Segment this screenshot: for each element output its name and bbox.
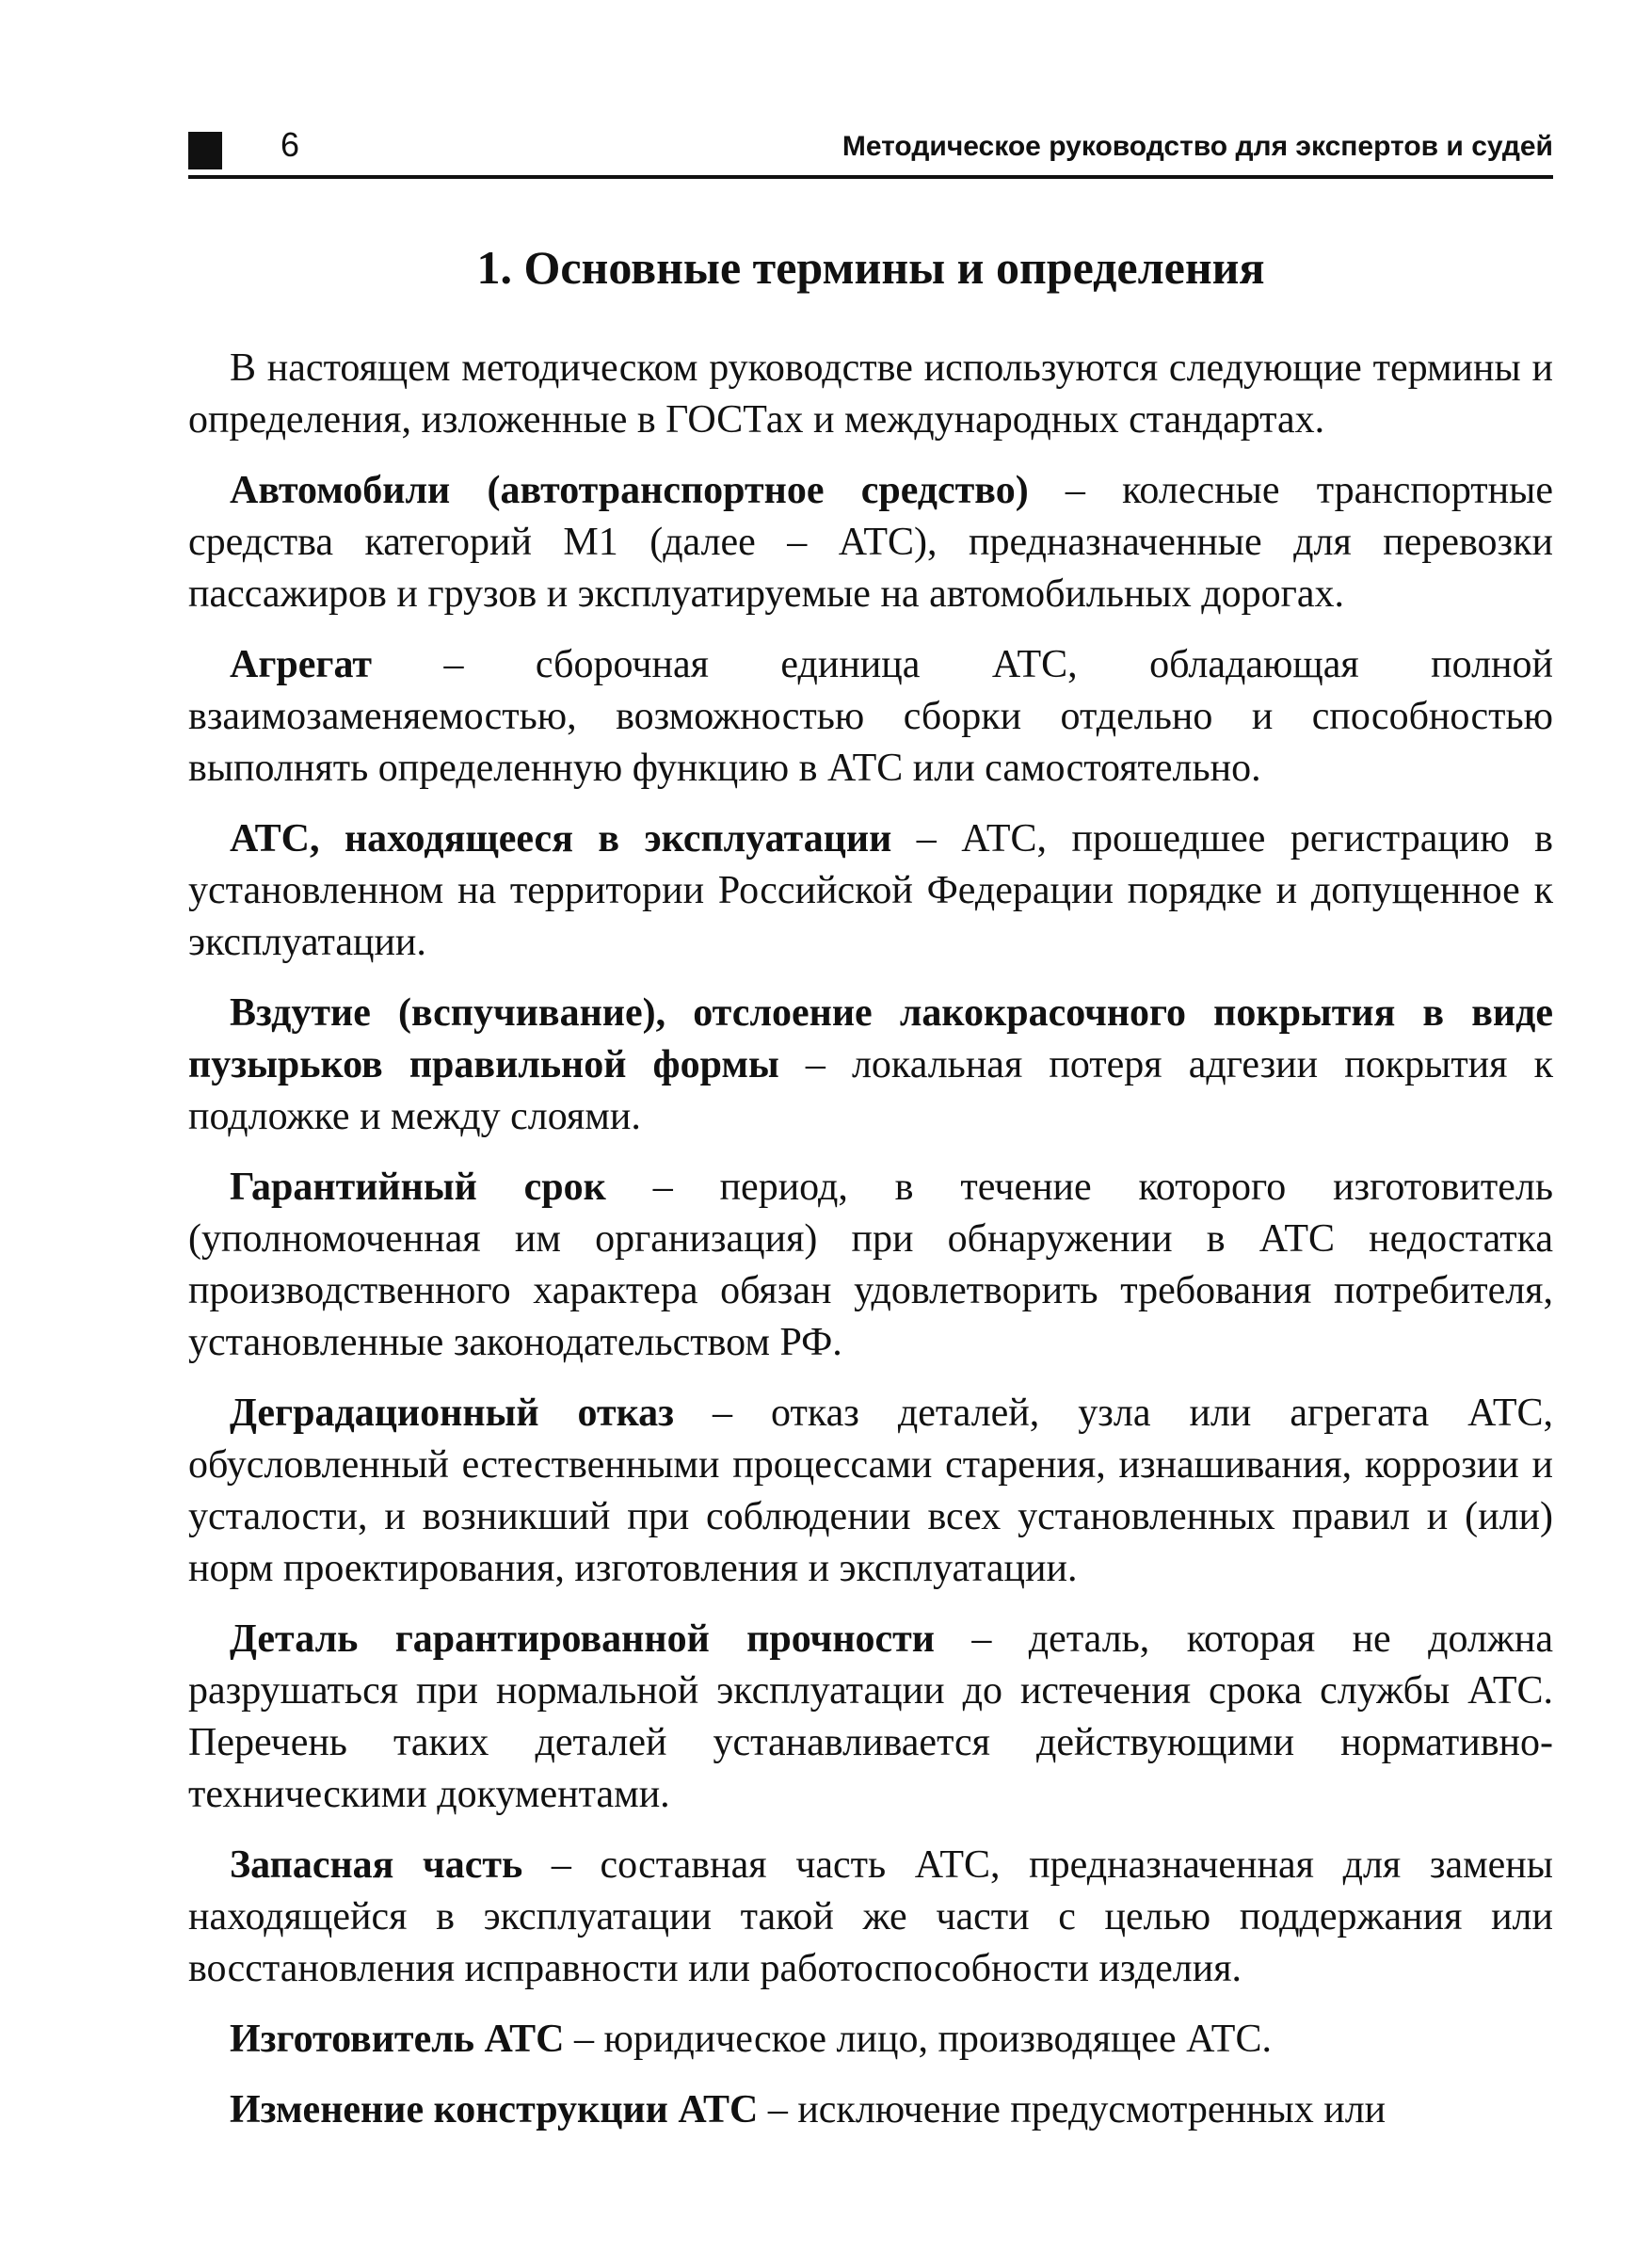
definition-paragraph — [188, 988, 1553, 1143]
definition-paragraph — [188, 639, 1553, 795]
definition-paragraph — [188, 1162, 1553, 1369]
definition-term: Вздутие (вспучивание), отслоение лакокрасочного покрытия в виде пузырьков правильной формы — [188, 991, 1553, 1086]
definition-term: Изменение конструкции АТС — [230, 2088, 759, 2131]
intro-paragraph: В настоящем методическом руководстве используются следующие термины и определения, изложенные в ГОСТах и международных стандартах. — [188, 346, 1553, 442]
definition-term: Гарантийный срок — [230, 1166, 606, 1209]
section-title: 1. Основные термины и определения — [476, 241, 1265, 294]
definition-paragraph — [188, 1388, 1553, 1595]
definition-text: – исключение предусмотренных или — [758, 2088, 1387, 2131]
definition-term: Изготовитель АТС — [230, 2018, 565, 2061]
running-title: Методическое руководство для экспертов и судей — [842, 131, 1553, 162]
definition-paragraph — [188, 465, 1553, 620]
definition-paragraph — [188, 813, 1553, 969]
definition-term: Запасная часть — [230, 1843, 523, 1887]
definition-term: Деталь гарантированной прочности — [230, 1617, 936, 1661]
definition-text: – юридическое лицо, производящее АТС. — [564, 2018, 1272, 2061]
header-marker — [188, 132, 222, 169]
definition-text: – колесные транспортные средства категорий М1 (далее – АТС), предназначенные для перевозки пассажиров и грузов и эксплуатируемые на автомобильных дорогах. — [188, 469, 1553, 616]
definition-paragraph — [188, 1614, 1553, 1821]
definition-term: Автомобили (автотранспортное средство) — [230, 469, 1029, 512]
page-number: 6 — [281, 125, 300, 164]
page-header — [188, 122, 1553, 179]
definition-text: – АТС, прошедшее регистрацию в установленном на территории Российской Федерации порядке и допущенное к эксплуатации. — [188, 817, 1553, 964]
definition-text: – локальная потеря адгезии покрытия к подложке и между слоями. — [188, 1043, 1553, 1138]
definition-paragraph — [188, 1840, 1553, 1995]
definition-term: Деградационный отказ — [230, 1391, 675, 1435]
definition-text: – отказ деталей, узла или агрегата АТС, обусловленный естественными процессами старения, изнашивания, коррозии и усталости, и возникший при соблюдении всех установленных правил и (или) норм проектирования, изготовления и эксплуатации. — [188, 1391, 1553, 1590]
definition-text: – составная часть АТС, предназначенная для замены находящейся в эксплуатации такой же части с целью поддержания или восстановления исправности или работоспособности изделия. — [188, 1843, 1553, 1990]
definition-text: – деталь, которая не должна разрушаться при нормальной эксплуатации до истечения срока службы АТС. Перечень таких деталей устанавливается действующими нормативно-техническими документами. — [188, 1617, 1554, 1816]
definition-paragraph — [188, 2014, 1553, 2066]
definition-term: АТС, находящееся в эксплуатации — [230, 817, 892, 861]
document-page — [188, 122, 1553, 2155]
definition-paragraph — [188, 2084, 1553, 2136]
definition-text: – период, в течение которого изготовитель (уполномоченная им организация) при обнаружении в АТС недостатка производственного характера обязан удовлетворить требования потребителя, установленные законодательством РФ. — [188, 1166, 1553, 1364]
definition-term: Агрегат — [230, 643, 373, 686]
definition-text: – сборочная единица АТС, обладающая полной взаимозаменяемостью, возможностью сборки отдельно и способностью выполнять определенную функцию в АТС или самостоятельно. — [188, 643, 1553, 790]
